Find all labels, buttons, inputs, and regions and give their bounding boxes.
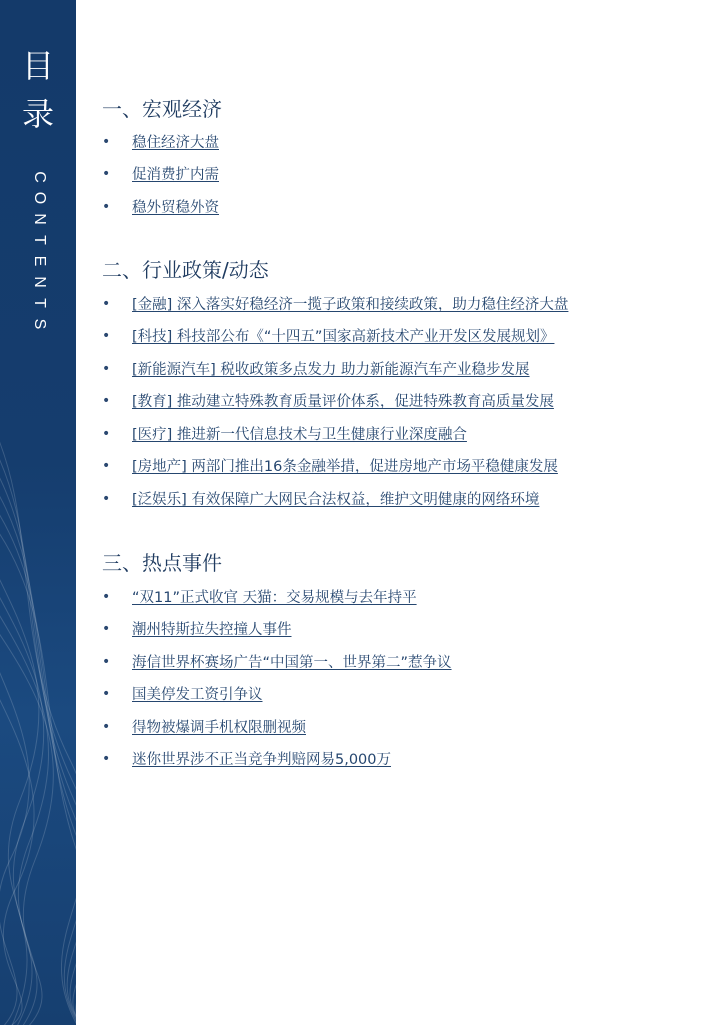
- toc-link[interactable]: 海信世界杯赛场广告“中国第一、世界第二”惹争议: [132, 655, 452, 671]
- sidebar: [0, 0, 76, 1025]
- list-item: [102, 196, 682, 220]
- bullet: •: [102, 491, 111, 507]
- toc-link[interactable]: 迷你世界涉不正当竞争判赔网易5,000万: [132, 752, 392, 768]
- contents-letter: T: [31, 235, 48, 245]
- toc-link[interactable]: 潮州特斯拉失控撞人事件: [132, 622, 292, 638]
- bullet: •: [102, 328, 111, 344]
- section-title-industry-policy: 二、行业政策/动态: [102, 258, 269, 282]
- list-item: [102, 748, 682, 772]
- bullet: •: [102, 393, 111, 409]
- contents-letter: S: [31, 318, 48, 330]
- list-item: [102, 651, 682, 675]
- toc-link[interactable]: [新能源汽车] 税收政策多点发力 助力新能源汽车产业稳步发展: [132, 362, 530, 378]
- list-item: [102, 293, 682, 317]
- bullet: •: [102, 589, 111, 605]
- toc-link[interactable]: [金融] 深入落实好稳经济一揽子政策和接续政策，助力稳住经济大盘: [132, 297, 569, 313]
- toc-link[interactable]: 国美停发工资引争议: [132, 687, 263, 703]
- list-item: [102, 325, 682, 349]
- toc-link[interactable]: 稳外贸稳外资: [132, 200, 219, 216]
- contents-letter: E: [31, 255, 48, 267]
- contents-letter: N: [31, 213, 48, 225]
- list-item: [102, 131, 682, 155]
- section-title-macro-economy: 一、宏观经济: [102, 97, 222, 121]
- list-item: [102, 683, 682, 707]
- contents-letter: O: [31, 191, 48, 205]
- list-item: [102, 716, 682, 740]
- bullet: •: [102, 458, 111, 474]
- bullet: •: [102, 686, 111, 702]
- bullet: •: [102, 426, 111, 442]
- bullet: •: [102, 166, 111, 182]
- section-title-hot-events: 三、热点事件: [102, 551, 222, 575]
- contents-letter: C: [31, 171, 48, 183]
- list-item: [102, 618, 682, 642]
- toc-title-char-2: 录: [21, 95, 54, 133]
- toc-title-char-1: 目: [21, 47, 54, 85]
- bullet: •: [102, 654, 111, 670]
- list-item: [102, 163, 682, 187]
- bullet: •: [102, 199, 111, 215]
- list-item: [102, 455, 682, 479]
- list-item: [102, 423, 682, 447]
- toc-link[interactable]: [泛娱乐] 有效保障广大网民合法权益，维护文明健康的网络环境: [132, 492, 540, 508]
- toc-link[interactable]: 促消费扩内需: [132, 167, 219, 183]
- toc-link[interactable]: 得物被爆调手机权限删视频: [132, 720, 306, 736]
- contents-letter: N: [31, 276, 48, 288]
- list-item: [102, 586, 682, 610]
- list-item: [102, 390, 682, 414]
- bullet: •: [102, 719, 111, 735]
- bullet: •: [102, 751, 111, 767]
- list-item: [102, 358, 682, 382]
- toc-link[interactable]: 稳住经济大盘: [132, 135, 219, 151]
- toc-link[interactable]: “双11”正式收官 天猫：交易规模与去年持平: [132, 590, 417, 606]
- bullet: •: [102, 296, 111, 312]
- wave-decoration: [0, 0, 76, 1025]
- contents-vertical-label: [0, 168, 76, 336]
- toc-link[interactable]: [医疗] 推进新一代信息技术与卫生健康行业深度融合: [132, 427, 467, 443]
- toc-link[interactable]: [房地产] 两部门推出16条金融举措，促进房地产市场平稳健康发展: [132, 459, 558, 475]
- bullet: •: [102, 134, 111, 150]
- toc-link[interactable]: [教育] 推动建立特殊教育质量评价体系，促进特殊教育高质量发展: [132, 394, 554, 410]
- toc-link[interactable]: [科技] 科技部公布《“十四五”国家高新技术产业开发区发展规划》: [132, 329, 555, 345]
- list-item: [102, 488, 682, 512]
- bullet: •: [102, 361, 111, 377]
- bullet: •: [102, 621, 111, 637]
- contents-letter: T: [31, 298, 48, 308]
